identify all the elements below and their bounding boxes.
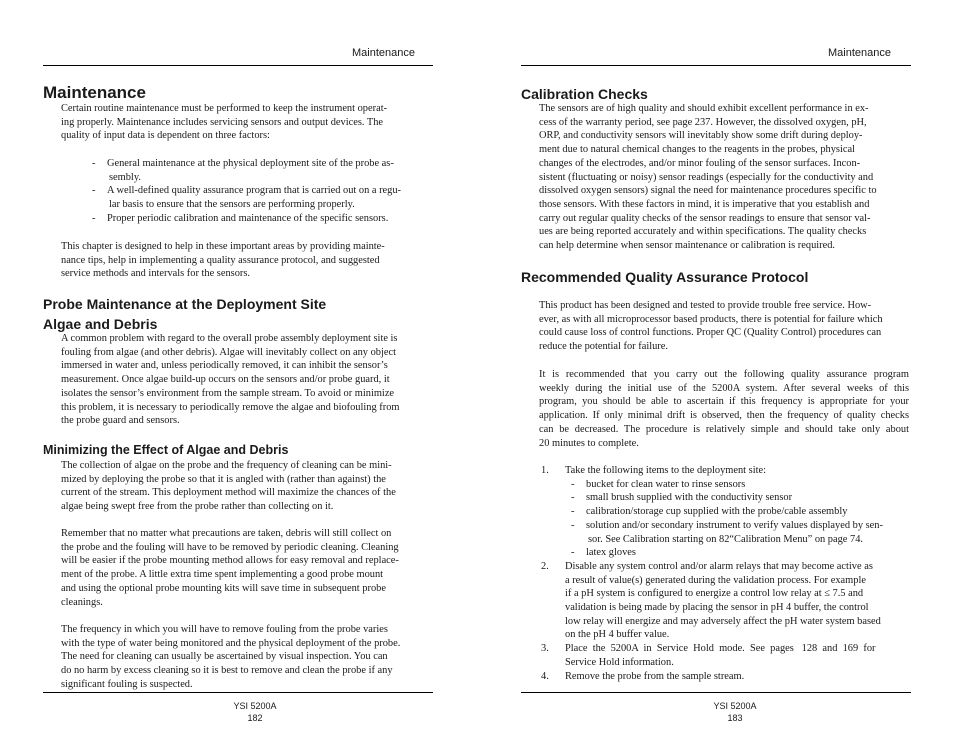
list-item [92,212,432,226]
page-footer [195,700,315,724]
text-line: immersed in water and, unless periodically removed, it can inhibit the sensor’s [61,360,388,372]
text-line: fouling from algae (and other debris). Algae will inevitably collect on any object [61,346,396,358]
text-line: solution and/or secondary instrument to verify values displayed by sen- [586,519,883,531]
text-line: low relay will energize and may adversely affect the pH water system based [565,615,881,627]
text-line: General maintenance at the physical deployment site of the probe as- [107,158,394,169]
text-line: ORP, and conductivity sensors will inevitably show some drift during deploy- [539,130,863,142]
text-line: latex gloves [586,547,636,559]
text-line: Service Hold information. [565,656,674,668]
text-line: sembly. [109,171,141,183]
text-line: isolates the sensor’s environment from the sample stream. To avoid or minimize [61,387,395,399]
list-item [571,519,911,546]
list-dash: - [571,492,575,504]
section-heading: Probe Maintenance at the Deployment Site [43,296,327,312]
page-number: 182 [247,713,263,723]
text-line: This chapter is designed to help in these important areas by providing mainte- [61,241,385,252]
list-item [92,157,432,184]
text-line: significant fouling is suspected. [61,678,193,690]
text-line: lar basis to ensure that the sensors are performing properly. [109,199,355,211]
text-line: ment of the probe. A little extra time spent implementing a good probe mount [61,569,384,581]
list-dash: - [92,212,96,224]
list-dash: - [571,506,575,518]
step-number: 1. [541,465,549,476]
minimizing-paragraph-2 [61,527,433,609]
text-line: Take the following items to the deployment site: [565,465,766,476]
step-number: 2. [541,560,549,572]
intro-paragraph [61,102,431,143]
list-item [571,546,911,560]
text-line: ment due to natural chemical changes to the reagents in the probes, physical [539,144,855,156]
footer-model: YSI 5200A [233,701,277,711]
text-line: changes of the electrodes, and/or minor fouling of the sensor surfaces. Incon- [539,157,861,169]
text-line: program, you should be able to ascertain if this frequency is appropriate for your [539,396,909,408]
footer-rule [521,692,911,693]
list-dash: - [92,158,96,169]
section-heading: Calibration Checks [521,86,648,102]
list-dash: - [571,478,575,490]
list-dash: - [92,185,96,197]
list-dash: - [571,547,575,559]
text-line: This product has been designed and tested to provide trouble free service. How- [539,300,872,311]
text-line: Place the 5200A in Service Hold mode. See pages 128 and 169 for [565,643,876,655]
text-line: Remove the probe from the sample stream. [565,670,745,682]
text-line: mized by deploying the probe so that it is angled with (rather than against) the [61,473,386,485]
text-line: A common problem with regard to the overall probe assembly deployment site is [61,333,398,344]
text-line: A well-defined quality assurance program that is carried out on a regu- [107,185,402,197]
list-item [571,491,911,505]
calibration-paragraph [539,102,909,253]
text-line: can help determine when sensor maintenance or calibration is required. [539,240,836,252]
text-line: service methods and intervals for the sensors. [61,268,250,280]
text-line: could cause loss of control functions. Proper QC (Quality Control) procedures can [539,327,882,339]
step-number: 4. [541,670,549,682]
section-heading: Recommended Quality Assurance Protocol [521,269,809,285]
text-line: dissolved oxygen sensors) signal the need for maintenance procedures specific to [539,185,877,197]
minimizing-paragraph-3 [61,623,433,692]
text-line: the probe guard and sensors. [61,415,180,427]
text-line: weekly during the initial use of the 5200A system. After several weeks of this [539,382,909,394]
text-line: measurement. Once algae build-up occurs on the sensors and/or probe guard, it [61,374,390,386]
list-item [541,464,911,560]
text-line: bucket for clean water to rinse sensors [586,478,746,490]
text-line: with the type of water being monitored and the physical deployment of the probe. [61,637,401,649]
text-line: application. If only minimal drift is observed, then the frequency of quality checks [539,410,909,422]
header-rule [521,65,911,66]
text-line: current of the stream. This deployment method will maximize the chances of the [61,487,396,499]
text-line: carry out regular quality checks of the sensor readings to ensure that sensor val- [539,212,871,224]
text-line: ing properly. Maintenance includes servicing sensors and output devices. The [61,116,384,128]
step-number: 3. [541,643,549,655]
text-line: reduce the potential for failure. [539,341,668,353]
text-line: do no harm by excess cleaning so it is best to remove and clean the probe if any [61,665,393,677]
text-line: and using the optional probe mounting kits will save time in subsequent probe [61,582,386,594]
qa-steps-list [541,464,911,683]
list-item [92,184,432,211]
list-dash: - [571,519,575,531]
text-line: small brush supplied with the conductivity sensor [586,492,793,504]
text-line: if a pH system is configured to energize a control low relay at ≤ 7.5 and [565,588,864,600]
text-line: It is recommended that you carry out the following quality assurance program [539,369,909,380]
page-title: Maintenance [43,83,146,102]
text-line: a result of value(s) generated during the validation process. For example [565,574,866,586]
text-line: can be decreased. The procedure is relatively simple and should take only about [539,423,909,435]
text-line: cess of the warranty period, see page 237. However, the dissolved oxygen, pH, [539,116,867,128]
subsection-heading: Algae and Debris [43,316,158,332]
text-line: will be easier if the probe mounting method allows for easy removal and replace- [61,555,399,567]
list-item [541,560,911,642]
text-line: nance tips, help in implementing a quality assurance protocol, and suggested [61,254,380,266]
text-line: cleanings. [61,596,103,608]
footer-rule [43,692,433,693]
qa-paragraph-1 [539,299,909,354]
text-line: sor. See Calibration starting on 82“Calibration Menu” on page 74. [588,533,864,545]
subsection-heading: Minimizing the Effect of Algae and Debris [43,443,289,457]
chapter-paragraph [61,240,431,281]
minimizing-paragraph-1 [61,459,433,514]
text-line: this problem, it is necessary to periodically remove the algae and biofouling from [61,401,400,413]
text-line: Proper periodic calibration and maintenance of the specific sensors. [107,212,389,224]
algae-paragraph [61,332,431,428]
text-line: The sensors are of high quality and should exhibit excellent performance in ex- [539,103,869,114]
page-footer [675,700,795,724]
header-rule [43,65,433,66]
list-item [541,670,911,684]
text-line: algae being swept free from the probe rather than collecting on it. [61,501,334,513]
text-line: the probe and the fouling will have to be removed by periodic cleaning. Cleaning [61,541,399,553]
text-line: The collection of algae on the probe and the frequency of cleaning can be mini- [61,460,392,471]
deployment-items [565,478,911,560]
text-line: The need for cleaning can usually be ascertained by visual inspection. You can [61,651,388,663]
running-head: Maintenance [352,47,415,59]
text-line: calibration/storage cup supplied with the probe/cable assembly [586,506,848,518]
qa-paragraph-2 [539,368,909,450]
text-line: on the pH 4 buffer value. [565,629,670,641]
text-line: 20 minutes to complete. [539,437,639,449]
list-item [571,505,911,519]
text-line: ever, as with all microprocessor based products, there is potential for failure which [539,313,883,325]
text-line: sistent (fluctuating or noisy) sensor readings (especially for the conductivity and [539,171,874,183]
text-line: quality of input data is dependent on three factors: [61,130,270,142]
running-head: Maintenance [828,47,891,59]
list-item [571,478,911,492]
text-line: ues are being reported accurately and within specifications. The quality checks [539,226,867,238]
text-line: Certain routine maintenance must be performed to keep the instrument operat- [61,103,388,114]
factor-list [92,157,432,226]
right-page [477,0,954,738]
text-line: validation is being made by placing the sensor in pH 4 buffer, the control [565,602,869,614]
footer-model: YSI 5200A [713,701,757,711]
text-line: Disable any system control and/or alarm relays that may become active as [565,560,873,572]
text-line: those sensors. With these factors in mind, it is imperative that you establish and [539,198,870,210]
page-number: 183 [727,713,743,723]
list-item [541,642,911,669]
text-line: The frequency in which you will have to remove fouling from the probe varies [61,624,388,635]
text-line: Remember that no matter what precautions are taken, debris will still collect on [61,528,392,539]
